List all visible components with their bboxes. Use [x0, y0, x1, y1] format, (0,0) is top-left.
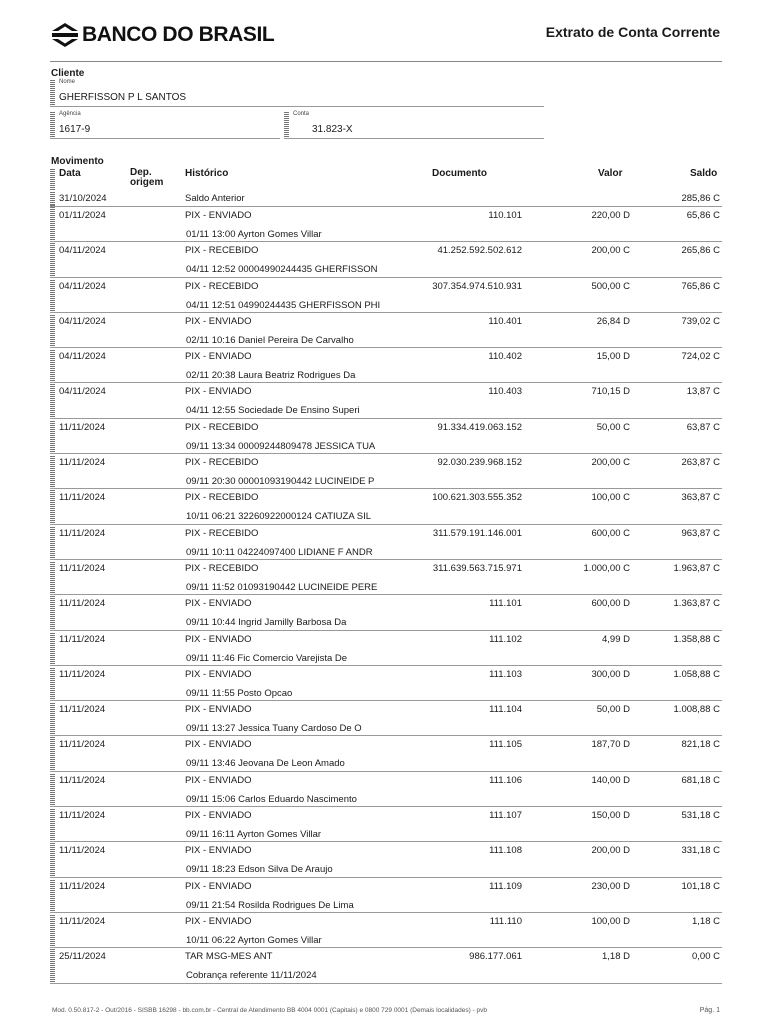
- row-saldo: 681,18 C: [681, 774, 720, 786]
- row-date: 11/11/2024: [59, 739, 106, 751]
- row-date: 11/11/2024: [59, 915, 106, 927]
- row-historico: PIX - ENVIADO: [185, 739, 252, 751]
- transaction-row: [50, 278, 722, 313]
- row-saldo: 363,87 C: [681, 492, 720, 504]
- row-valor: 500,00 C: [591, 280, 630, 292]
- conta-field: [284, 111, 544, 139]
- col-header-saldo: Saldo: [690, 168, 718, 179]
- row-saldo: 739,02 C: [681, 315, 720, 327]
- transaction-row: [50, 736, 722, 771]
- row-valor: 140,00 D: [591, 774, 630, 786]
- row-detail: 09/11 16:11 Ayrton Gomes Villar: [186, 829, 322, 841]
- row-date: 04/11/2024: [59, 386, 106, 398]
- row-saldo: 0,00 C: [692, 951, 720, 963]
- row-date: 04/11/2024: [59, 315, 106, 327]
- saldo-anterior-row: [50, 190, 722, 207]
- transaction-row: [50, 807, 722, 842]
- row-historico: PIX - RECEBIDO: [185, 280, 259, 292]
- row-valor: 15,00 D: [596, 351, 630, 363]
- row-date: 04/11/2024: [59, 245, 106, 257]
- row-valor: 300,00 D: [591, 668, 630, 680]
- row-historico: PIX - ENVIADO: [185, 386, 252, 398]
- row-date: 04/11/2024: [59, 351, 106, 363]
- bank-logo: [52, 22, 274, 48]
- row-documento: 110.403: [488, 386, 522, 398]
- row-documento: 111.102: [489, 633, 522, 645]
- row-saldo: 1,18 C: [692, 915, 720, 927]
- bank-name: BANCO DO BRASIL: [82, 23, 275, 46]
- row-saldo: 1.363,87 C: [673, 598, 720, 610]
- transaction-row: [50, 913, 722, 948]
- row-valor: 200,00 D: [591, 845, 630, 857]
- row-documento: 41.252.592.502.612: [437, 245, 522, 257]
- row-saldo: 63,87 C: [686, 421, 720, 433]
- row-saldo: 1.058,88 C: [673, 668, 720, 680]
- row-valor: 1.000,00 C: [583, 562, 630, 574]
- transaction-row: [50, 454, 722, 489]
- row-valor: 187,70 D: [591, 739, 630, 751]
- agencia-label: Agência: [59, 111, 81, 117]
- row-detail: 09/11 13:27 Jessica Tuany Cardoso De O: [186, 723, 362, 735]
- row-historico: PIX - RECEBIDO: [185, 421, 259, 433]
- row-detail: 09/11 11:55 Posto Opcao: [186, 687, 293, 699]
- row-historico: PIX - ENVIADO: [185, 915, 252, 927]
- field-marker: [284, 111, 289, 139]
- transaction-row: [50, 313, 722, 348]
- transaction-row: [50, 242, 722, 277]
- row-saldo: 531,18 C: [681, 810, 720, 822]
- col-header-documento: Documento: [432, 168, 487, 179]
- row-documento: 111.103: [489, 668, 522, 680]
- row-historico: PIX - ENVIADO: [185, 315, 252, 327]
- footer-text: Mod. 0.50.817-2 - Out/2016 - SISBB 16298 - bb.com.br - Central de Atendimento BB 4004 0001 (Capitais) e 0800 729 0001 (Demais localidades) - pvb: [52, 1007, 488, 1014]
- transaction-row: [50, 842, 722, 877]
- row-detail: 04/11 12:52 00004990244435 GHERFISSON: [186, 264, 378, 276]
- row-date: 31/10/2024: [59, 193, 107, 204]
- transaction-row: [50, 772, 722, 807]
- row-valor: 230,00 D: [591, 880, 630, 892]
- row-date: 11/11/2024: [59, 598, 106, 610]
- row-historico: PIX - RECEBIDO: [185, 527, 259, 539]
- row-saldo: 331,18 C: [681, 845, 720, 857]
- row-saldo: 263,87 C: [681, 457, 720, 469]
- conta-label: Conta: [293, 111, 310, 117]
- row-date: 01/11/2024: [59, 210, 106, 221]
- row-detail: 09/11 13:34 00009244809478 JESSICA TUA: [186, 440, 376, 452]
- row-documento: 111.109: [489, 880, 522, 892]
- row-date: 11/11/2024: [59, 704, 106, 716]
- field-marker: [50, 79, 55, 107]
- row-historico: PIX - ENVIADO: [185, 598, 252, 610]
- row-historico: PIX - ENVIADO: [185, 845, 252, 857]
- conta-value: 31.823-X: [312, 124, 353, 135]
- transaction-row: [50, 595, 722, 630]
- row-detail: 02/11 20:38 Laura Beatriz Rodrigues Da: [186, 370, 356, 382]
- nome-value: GHERFISSON P L SANTOS: [59, 92, 187, 103]
- row-documento: 111.107: [489, 810, 522, 822]
- row-valor: 100,00 D: [591, 915, 630, 927]
- row-valor: 710,15 D: [591, 386, 630, 398]
- col-header-dep-origem: Dep. origem: [130, 167, 164, 188]
- transaction-row: [50, 419, 722, 454]
- transaction-row: [50, 631, 722, 666]
- row-documento: 311.579.191.146.001: [432, 527, 522, 539]
- col-header-historico: Histórico: [185, 168, 229, 179]
- row-documento: 110.101: [488, 210, 522, 221]
- transaction-row: [50, 348, 722, 383]
- transaction-row: [50, 560, 722, 595]
- row-historico: PIX - ENVIADO: [185, 704, 252, 716]
- row-historico: PIX - ENVIADO: [185, 633, 252, 645]
- row-saldo: 265,86 C: [681, 245, 720, 257]
- row-saldo: 65,86 C: [686, 210, 720, 221]
- row-date: 11/11/2024: [59, 492, 106, 504]
- row-historico: PIX - RECEBIDO: [185, 562, 259, 574]
- row-documento: 111.104: [489, 704, 522, 716]
- transaction-row: [50, 383, 722, 418]
- row-date: 11/11/2024: [59, 668, 106, 680]
- row-documento: 111.106: [489, 774, 522, 786]
- row-valor: 50,00 C: [596, 421, 630, 433]
- row-detail: 09/11 11:46 Fic Comercio Varejista De: [186, 652, 348, 664]
- row-valor: 4,99 D: [602, 633, 630, 645]
- row-date: 11/11/2024: [59, 845, 106, 857]
- row-detail: 09/11 20:30 00001093190442 LUCINEIDE P: [186, 476, 375, 488]
- row-valor: 100,00 C: [591, 492, 630, 504]
- transaction-row: [50, 701, 722, 736]
- row-date: 11/11/2024: [59, 774, 106, 786]
- row-documento: 311.639.563.715.971: [432, 562, 522, 574]
- row-saldo: 13,87 C: [686, 386, 720, 398]
- document-title: Extrato de Conta Corrente: [545, 24, 720, 40]
- row-detail: 04/11 12:55 Sociedade De Ensino Superi: [186, 405, 360, 417]
- row-historico: PIX - ENVIADO: [185, 880, 252, 892]
- row-historico: PIX - RECEBIDO: [185, 245, 259, 257]
- row-valor: 220,00 D: [591, 210, 630, 221]
- row-valor: 600,00 D: [591, 598, 630, 610]
- row-valor: 26,84 D: [596, 315, 630, 327]
- row-date: 11/11/2024: [59, 527, 106, 539]
- row-historico: PIX - ENVIADO: [185, 668, 252, 680]
- row-documento: 91.334.419.063.152: [437, 421, 522, 433]
- row-historico: PIX - RECEBIDO: [185, 457, 259, 469]
- col-header-valor: Valor: [598, 168, 623, 179]
- row-historico: TAR MSG-MES ANT: [185, 951, 273, 963]
- row-date: 11/11/2024: [59, 562, 106, 574]
- row-detail: 10/11 06:21 32260922000124 CATIUZA SIL: [186, 511, 372, 523]
- row-valor: 150,00 D: [591, 810, 630, 822]
- banco-do-brasil-logo-icon: [52, 23, 78, 47]
- transaction-row: [50, 948, 722, 983]
- row-historico: PIX - RECEBIDO: [185, 492, 259, 504]
- row-documento: 110.402: [488, 351, 522, 363]
- row-detail: 09/11 21:54 Rosilda Rodrigues De Lima: [186, 899, 354, 911]
- transaction-row: [50, 878, 722, 913]
- cliente-section-label: Cliente: [51, 68, 85, 79]
- page-number: Pág. 1: [699, 1007, 720, 1014]
- transaction-rows: [50, 207, 722, 984]
- row-saldo: 963,87 C: [681, 527, 720, 539]
- row-detail: 09/11 10:11 04224097400 LIDIANE F ANDR: [186, 546, 373, 558]
- transaction-row: [50, 489, 722, 524]
- row-detail: 09/11 11:52 01093190442 LUCINEIDE PERE: [186, 581, 378, 593]
- row-saldo: 1.963,87 C: [673, 562, 720, 574]
- nome-field: [50, 79, 544, 107]
- row-saldo: 285,86 C: [681, 193, 720, 204]
- row-valor: 200,00 C: [591, 457, 630, 469]
- row-saldo: 821,18 C: [681, 739, 720, 751]
- row-documento: 92.030.239.968.152: [437, 457, 522, 469]
- row-date: 11/11/2024: [59, 810, 106, 822]
- row-saldo: 101,18 C: [681, 880, 720, 892]
- row-documento: 110.401: [488, 315, 522, 327]
- row-saldo: 724,02 C: [681, 351, 720, 363]
- row-detail: 02/11 10:16 Daniel Pereira De Carvalho: [186, 334, 354, 346]
- movimento-section-label: Movimento: [51, 156, 104, 167]
- agencia-value: 1617-9: [59, 124, 91, 135]
- row-historico: PIX - ENVIADO: [185, 351, 252, 363]
- transaction-row: [50, 666, 722, 701]
- row-detail: Cobrança referente 11/11/2024: [186, 970, 317, 982]
- row-date: 25/11/2024: [59, 951, 106, 963]
- row-detail: 09/11 10:44 Ingrid Jamilly Barbosa Da: [186, 617, 347, 629]
- transaction-row: [50, 525, 722, 560]
- row-date: 11/11/2024: [59, 880, 106, 892]
- row-historico: Saldo Anterior: [185, 193, 245, 204]
- row-documento: 111.110: [489, 915, 522, 927]
- row-documento: 100.621.303.555.352: [432, 492, 522, 504]
- row-documento: 111.105: [489, 739, 522, 751]
- row-detail: 01/11 13:00 Ayrton Gomes Villar: [186, 229, 322, 240]
- row-historico: PIX - ENVIADO: [185, 774, 252, 786]
- row-saldo: 1.358,88 C: [673, 633, 720, 645]
- row-historico: PIX - ENVIADO: [185, 810, 252, 822]
- row-historico: PIX - ENVIADO: [185, 210, 252, 221]
- row-saldo: 765,86 C: [681, 280, 720, 292]
- transactions-table: [50, 190, 722, 984]
- row-detail: 10/11 06:22 Ayrton Gomes Villar: [186, 934, 322, 946]
- agencia-field: [50, 111, 280, 139]
- row-valor: 50,00 D: [596, 704, 630, 716]
- nome-label: Nome: [59, 79, 76, 85]
- row-date: 11/11/2024: [59, 633, 106, 645]
- header-divider: [50, 61, 722, 62]
- row-date: 04/11/2024: [59, 280, 106, 292]
- row-detail: 04/11 12:51 04990244435 GHERFISSON PHI: [186, 299, 381, 311]
- row-saldo: 1.008,88 C: [673, 704, 720, 716]
- row-detail: 09/11 18:23 Edson Silva De Araujo: [186, 864, 333, 876]
- row-detail: 09/11 13:46 Jeovana De Leon Amado: [186, 758, 345, 770]
- row-date: 11/11/2024: [59, 457, 106, 469]
- row-valor: 1,18 D: [602, 951, 630, 963]
- row-documento: 307.354.974.510.931: [432, 280, 522, 292]
- transaction-row: [50, 207, 722, 242]
- row-date: 11/11/2024: [59, 421, 106, 433]
- row-documento: 111.101: [489, 598, 522, 610]
- row-valor: 200,00 C: [591, 245, 630, 257]
- row-documento: 986.177.061: [469, 951, 522, 963]
- col-header-data: Data: [59, 168, 81, 179]
- field-marker: [50, 111, 55, 139]
- row-documento: 111.108: [489, 845, 522, 857]
- row-valor: 600,00 C: [591, 527, 630, 539]
- row-detail: 09/11 15:06 Carlos Eduardo Nascimento: [186, 793, 357, 805]
